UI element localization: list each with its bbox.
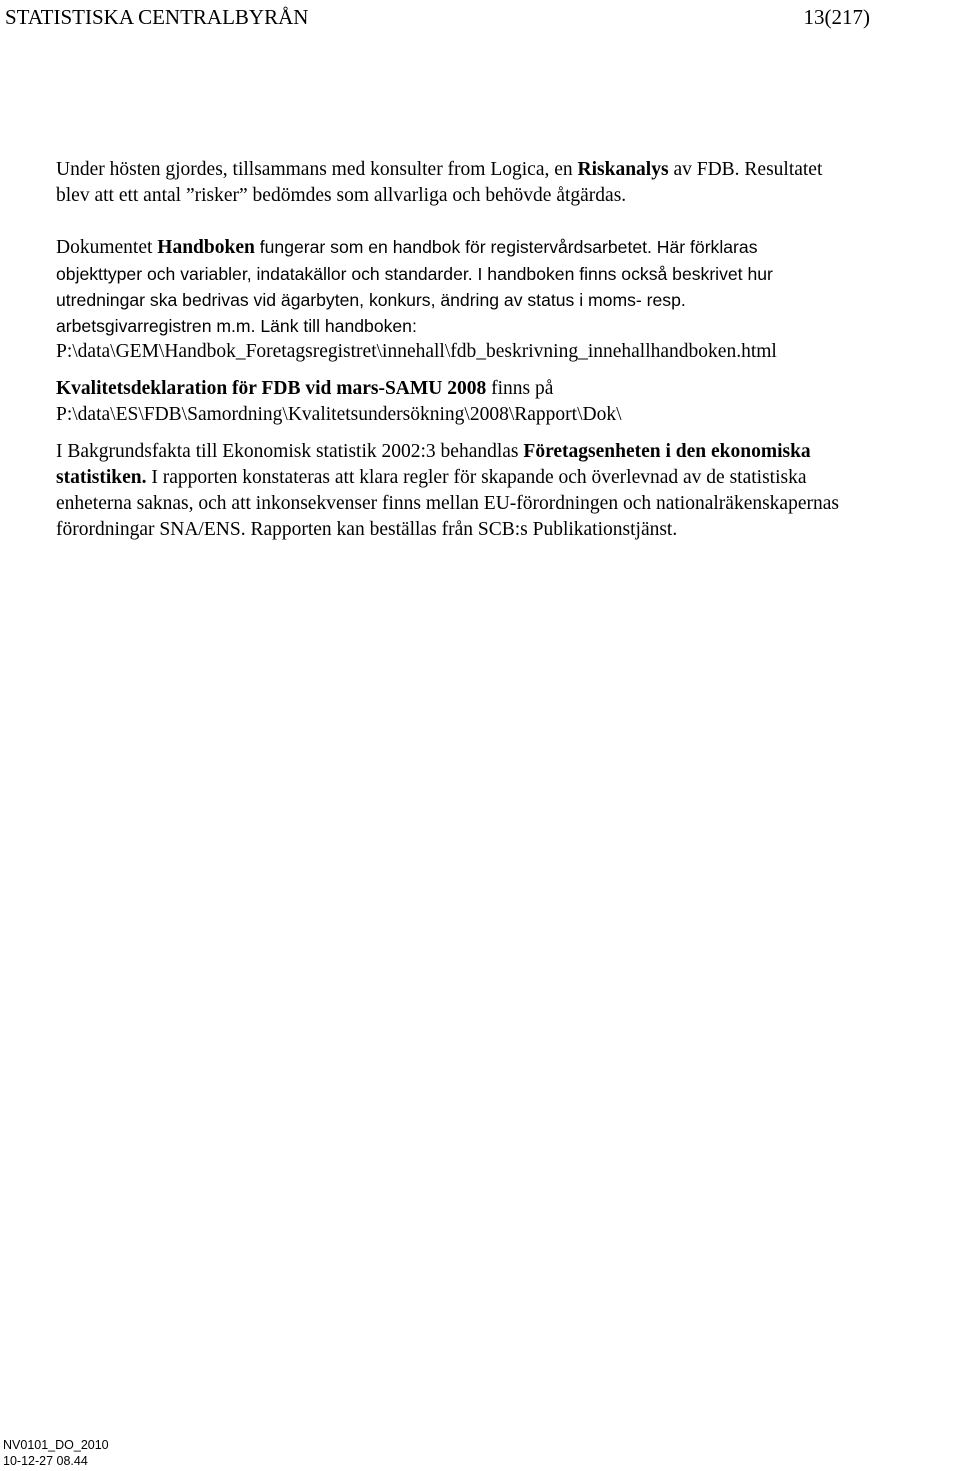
text-line: blev att ett antal ”risker” bedömdes som allvarliga och behövde åtgärdas.: [56, 185, 627, 206]
print-timestamp: 10-12-27 08.44: [3, 1454, 88, 1468]
text-line: [56, 376, 936, 402]
quality-report-path: P:\data\ES\FDB\Samordning\Kvalitetsundersökning\2008\Rapport\Dok\: [56, 404, 622, 425]
text-run: Under hösten gjordes, tillsammans med konsulter from Logica, en: [56, 159, 578, 180]
bold-term-foretagsenheten: Företagsenheten i den ekonomiska: [523, 441, 811, 462]
text-line: förordningar SNA/ENS. Rapporten kan beställas från SCB:s Publikationstjänst.: [56, 519, 678, 540]
page-number: 13(217): [803, 5, 870, 29]
bold-term-riskanalys: Riskanalys: [577, 159, 669, 180]
paragraph-risk-analysis: [56, 157, 936, 209]
text-run: Dokumentet: [56, 237, 158, 258]
page-header: [5, 3, 870, 31]
text-line: enheterna saknas, och att inkonsekvenser finns mellan EU-förordningen och nationalräkenskapernas: [56, 493, 839, 514]
text-run: I Bakgrundsfakta till Ekonomisk statistik 2002:3 behandlas: [56, 441, 524, 462]
text-line: [56, 465, 936, 491]
paragraph-background-facts: [56, 439, 936, 543]
text-run: fungerar som en handbok för registervårdsarbetet. Här förklaras: [254, 237, 758, 257]
text-run: finns på: [486, 378, 554, 399]
handbook-path: P:\data\GEM\Handbok_Foretagsregistret\innehall\fdb_beskrivning_innehallhandboken.html: [56, 341, 777, 362]
bold-term-statistiken: statistiken.: [56, 467, 147, 488]
bold-term-kvalitetsdeklaration: Kvalitetsdeklaration för FDB vid mars-SAMU 2008: [56, 378, 487, 399]
document-body: [56, 157, 936, 543]
text-run: I rapporten konstateras att klara regler för skapande och överlevnad av de statistiska: [146, 467, 807, 488]
text-line: utredningar ska bedrivas vid ägarbyten, konkurs, ändring av status i moms- resp.: [56, 290, 686, 310]
document-id: NV0101_DO_2010: [3, 1438, 109, 1452]
text-line: objekttyper och variabler, indatakällor och standarder. I handboken finns också beskrivet hur: [56, 264, 773, 284]
text-line: [56, 234, 936, 261]
text-line: arbetsgivarregistren m.m. Länk till handboken:: [56, 316, 417, 336]
page-footer: [3, 1437, 109, 1469]
paragraph-quality-declaration: [56, 376, 936, 428]
organization-name: STATISTISKA CENTRALBYRÅN: [5, 5, 309, 29]
bold-term-handboken: Handboken: [157, 237, 255, 258]
text-line: [56, 439, 936, 465]
text-line: [56, 157, 936, 183]
text-run: av FDB. Resultatet: [668, 159, 823, 180]
paragraph-handbook: [56, 234, 936, 365]
